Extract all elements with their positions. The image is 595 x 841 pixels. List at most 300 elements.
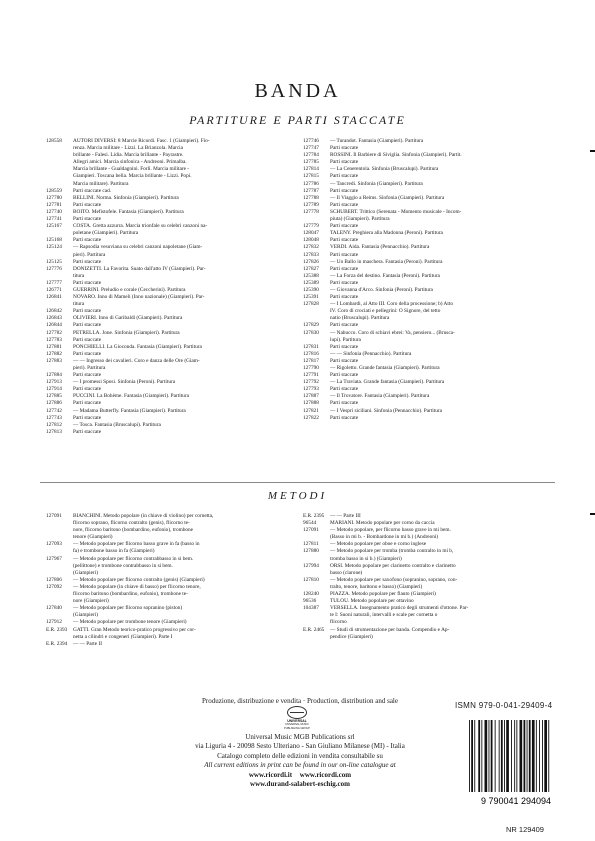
catalog-text: Parti staccate — [330, 223, 359, 230]
catalog-text: — Metodo popolare (in chiave di basso) per flicorno tenore, — [73, 583, 201, 590]
catalog-note-it: Catalogo completo delle edizioni in vendita consultabile su — [217, 751, 383, 760]
catalog-text: ROSSINI. Il Barbiere di Siviglia. Sinfonia (Giampieri). Partit. — [330, 152, 462, 159]
catalog-number: 127741 — [46, 216, 62, 223]
catalog-entry — [303, 202, 558, 209]
catalog-number: 127791 — [303, 372, 319, 379]
universal-logo — [282, 706, 312, 730]
catalog-number: 125390 — [303, 286, 319, 293]
catalog-number: 127779 — [303, 223, 319, 230]
catalog-number — [303, 534, 330, 541]
catalog-text: — Metodo popolare per oboe e corno inglese — [330, 541, 427, 548]
catalog-entry — [303, 415, 558, 422]
catalog-entry — [303, 322, 558, 329]
catalog-number: 127831 — [303, 343, 319, 350]
catalog-entry — [303, 563, 558, 570]
catalog-text: BOITO. Mefistofele. Fantasia (Giampieri). Partitura — [73, 208, 184, 215]
catalog-entry — [46, 138, 286, 145]
catalog-number: 128047 — [303, 230, 319, 237]
catalog-number: 127828 — [303, 301, 319, 308]
catalog-number: 127811 — [303, 541, 319, 548]
catalog-number: 127886 — [46, 400, 62, 407]
catalog-text: Parti staccate — [330, 386, 359, 393]
catalog-number — [303, 570, 330, 577]
catalog-text: Marcia brillante - Gualdagnini. Forlì. Marcia militare - — [73, 166, 190, 173]
catalog-number — [46, 365, 73, 372]
catalog-text: Parti staccate — [330, 187, 359, 194]
catalog-number: 127815 — [303, 173, 319, 180]
catalog-number: 125388 — [303, 272, 319, 279]
catalog-entry — [303, 166, 558, 173]
catalog-text: Parti staccate — [330, 237, 359, 244]
catalog-text: Parti staccate — [73, 372, 102, 379]
catalog-number: 127742 — [46, 407, 62, 414]
catalog-entry — [303, 619, 558, 626]
catalog-entry — [303, 627, 558, 634]
catalog-number: 127806 — [46, 576, 62, 583]
catalog-number — [46, 591, 73, 598]
catalog-text: (Giampieri) — [73, 569, 99, 576]
catalog-entry — [46, 577, 286, 584]
catalog-text: VERDI. Aida. Fantasia (Pennacchio). Partitura — [330, 244, 430, 251]
catalog-number: 127913 — [46, 379, 62, 386]
catalog-text: — Il Viaggio a Reims. Sinfonia (Giampieri). Partitura — [330, 194, 445, 201]
catalog-entry — [46, 627, 286, 634]
catalog-entry — [46, 330, 286, 337]
catalog-entry — [46, 294, 286, 301]
catalog-number: 127788 — [303, 194, 319, 201]
catalog-number — [46, 527, 73, 534]
catalog-nr: NR 129409 — [506, 825, 544, 834]
catalog-number — [46, 301, 73, 308]
catalog-entry — [46, 393, 286, 400]
catalog-number: 127781 — [46, 201, 62, 208]
catalog-entry — [46, 230, 286, 237]
catalog-entry — [46, 570, 286, 577]
catalog-number: 127776 — [46, 265, 62, 272]
catalog-number: 127793 — [303, 386, 319, 393]
catalog-text: (Giampieri) — [73, 612, 99, 619]
catalog-number — [46, 534, 73, 541]
catalog-text: lupi). Partitura — [330, 336, 361, 343]
catalog-text: SCHUBERT. Trittico (Serenata - Momento musicale - Incom- — [330, 208, 462, 215]
catalog-number: 127829 — [303, 322, 319, 329]
catalog-number — [46, 612, 73, 619]
catalog-entry — [46, 188, 286, 195]
catalog-entry — [46, 400, 286, 407]
catalog-text: IV. Coro di crociati e pellegrini: O Signore, del tetto — [330, 308, 441, 315]
catalog-number: 127777 — [46, 279, 62, 286]
catalog-text: flicorno soprano, flicorno contralto (genis), flicorno te- — [73, 520, 190, 527]
catalog-number — [46, 598, 73, 605]
catalog-text: GATTI. Gran Metodo teorico-pratico progressivo per cor- — [73, 626, 196, 633]
catalog-entry — [46, 315, 286, 322]
catalog-text: Parti staccate — [73, 386, 102, 393]
catalog-text: PONCHIELLI. La Gioconda. Fantasia (Giampieri). Partitura — [73, 343, 202, 350]
catalog-entry — [46, 351, 286, 358]
catalog-text: — Rigoletto. Grande fantasia (Giampieri). Partitura — [330, 365, 440, 371]
catalog-text: — Studi di strumentazione per banda. Compendio e Ap- — [330, 626, 450, 633]
catalog-text: AUTORI DIVERSI: 8 Marcie Ricordi. Fasc. 1 (Giampieri). Fio- — [73, 138, 210, 144]
catalog-text: — Metodo popolare per tromba (tromba contralto in mi b, — [330, 548, 454, 555]
catalog-entry — [303, 188, 558, 195]
catalog-text: Parti staccate — [330, 201, 359, 208]
catalog-text: GUERRINI. Preludio e corale (Ceccherini). Partitura — [73, 286, 186, 293]
catalog-entry — [46, 584, 286, 591]
catalog-text: titura — [73, 272, 85, 279]
catalog-entry — [303, 393, 558, 400]
catalog-entry — [46, 252, 286, 259]
catalog-number: 127091 — [46, 513, 62, 519]
catalog-number: 127912 — [46, 619, 62, 626]
catalog-number: E.R. 2395 — [303, 513, 325, 519]
catalog-entry — [303, 209, 558, 216]
catalog-number: 127784 — [303, 152, 319, 159]
catalog-number — [46, 570, 73, 577]
catalog-text: Parti staccate — [73, 414, 102, 421]
catalog-number: 127743 — [46, 414, 62, 421]
catalog-entry — [46, 259, 286, 266]
catalog-text: VERSELLA. Insegnamento pratico degli strumenti d'ottone. Par- — [330, 605, 469, 612]
catalog-number: 126842 — [46, 308, 62, 315]
catalog-entry — [46, 429, 286, 436]
metodi-heading: METODI — [267, 490, 328, 502]
edge-tab-mark — [590, 513, 595, 515]
catalog-entry — [303, 181, 558, 188]
catalog-entry — [303, 598, 558, 605]
catalog-entry — [46, 266, 286, 273]
catalog-number: 128559 — [46, 187, 62, 194]
catalog-text: — La Cenerentola. Sinfonia (Bruscalupi). Partitura — [330, 166, 439, 173]
catalog-text: renza. Marcia militare - Lizzi. La Brianzola. Marcia — [73, 145, 183, 152]
catalog-number: 127747 — [303, 145, 319, 152]
catalog-number — [303, 634, 330, 641]
logo-sub: UNIVERSAL MUSIC PUBLISHING GROUP — [284, 723, 310, 730]
catalog-text: Parti staccate — [330, 159, 359, 166]
catalog-text: (Basso in mi b. - Bombardone in mi b.) (Andreoni) — [330, 534, 439, 541]
catalog-text: te I: Suoni naturali, intervalli e scale per cornetta o — [330, 612, 438, 619]
catalog-entry — [303, 408, 558, 415]
catalog-number — [303, 308, 330, 315]
catalog-entry — [303, 570, 558, 577]
barcode-digits: 9 790041 294094 — [480, 796, 552, 806]
catalog-text: netta a cilindri e congeneri (Giampieri). Parte I — [73, 633, 173, 640]
catalog-number: 128558 — [46, 138, 62, 144]
catalog-number — [303, 315, 330, 322]
catalog-text: basso (clarone) — [330, 569, 363, 576]
catalog-text: — Tosca. Fantasia (Bruscalupi). Partitura — [73, 421, 161, 428]
website-link-durand[interactable]: www.durand-salabert-eschig.com — [250, 780, 350, 788]
catalog-number: 127821 — [303, 407, 319, 414]
catalog-entry — [303, 315, 558, 322]
catalog-number: 127093 — [46, 541, 62, 548]
catalog-number: 127780 — [46, 194, 62, 201]
catalog-entry — [303, 216, 558, 223]
catalog-number: 125124 — [46, 244, 62, 251]
catalog-number — [46, 520, 73, 527]
catalog-number: 125167 — [46, 223, 62, 230]
catalog-number — [46, 230, 73, 237]
catalog-text: — — Sinfonia (Pennacchio). Partitura — [330, 350, 412, 357]
catalog-entry — [46, 173, 286, 180]
catalog-entry — [303, 534, 558, 541]
catalog-entry — [303, 513, 558, 520]
catalog-text: PETRELLA. Jone. Sinfonia (Giampieri). Partitura — [73, 329, 180, 336]
catalog-text: Parti staccate — [330, 414, 359, 421]
catalog-number: 127813 — [46, 428, 62, 435]
catalog-number: 125125 — [46, 258, 62, 265]
catalog-entry — [303, 344, 558, 351]
catalog-number: 127782 — [46, 329, 62, 336]
catalog-text: (pellittone) e trombone contrabbasso in si bem. — [73, 562, 173, 569]
catalog-text: Parti staccate — [73, 428, 102, 435]
catalog-text: flicorno — [330, 619, 347, 626]
catalog-entry — [46, 181, 286, 188]
production-line: Produzione, distribuzione e vendita · Production, distribution and sale — [202, 697, 398, 705]
catalog-number: 126844 — [46, 322, 62, 329]
catalog-number: 127830 — [303, 329, 319, 336]
catalog-number — [303, 619, 330, 626]
catalog-number — [46, 634, 73, 641]
catalog-entry — [303, 400, 558, 407]
catalog-text: — Metodo popolare per trombone tenore (Giampieri) — [73, 619, 187, 626]
catalog-number: 104387 — [303, 605, 319, 612]
catalog-text: titura — [73, 301, 85, 308]
catalog-text: BELLINI. Norma. Sinfonia (Giampieri). Partitura — [73, 194, 179, 201]
catalog-text: — Nabucco. Coro di schiavi ebrei: Va, pensiero... (Brusca- — [330, 329, 455, 336]
catalog-number: E.R. 2465 — [303, 626, 325, 633]
company-name: Universal Music MGB Publications srl — [245, 732, 355, 741]
catalog-number: 127814 — [303, 166, 319, 173]
catalog-number — [46, 548, 73, 555]
catalog-text: — Metodo popolare per saxofono (sopranino, soprano, con- — [330, 576, 458, 583]
catalog-text: COSTA. Gretta azzurra. Marcia trionfale su celebri canzoni na- — [73, 223, 208, 230]
catalog-entry — [303, 591, 558, 598]
catalog-text: — Metodo popolare per flicorno contrabbasso in si bem. — [73, 555, 194, 562]
catalog-entry — [303, 556, 558, 563]
catalog-text: — I Lombardi, al Atto III. Coro della processione; b) Atto — [330, 301, 453, 308]
catalog-text: Parti staccate — [73, 201, 102, 208]
catalog-text: — I Vespri siciliani. Sinfonia (Pennacchio). Partitura — [330, 407, 442, 414]
catalog-number — [46, 145, 73, 152]
catalog-entry — [303, 138, 558, 145]
catalog-number: 127882 — [46, 350, 62, 357]
catalog-number: 125168 — [46, 237, 62, 244]
catalog-entry — [46, 619, 286, 626]
catalog-entry — [46, 209, 286, 216]
catalog-entry — [303, 280, 558, 287]
catalog-entry — [303, 195, 558, 202]
catalog-text: poletane (Giampieri). Partitura — [73, 230, 139, 237]
catalog-number — [46, 273, 73, 280]
catalog-entry — [303, 358, 558, 365]
catalog-text: Parti staccate — [73, 336, 102, 343]
catalog-text: Parti staccate — [330, 173, 359, 180]
catalog-number: 125391 — [303, 294, 319, 301]
banda-left-column — [46, 138, 286, 436]
catalog-entry — [303, 351, 558, 358]
catalog-text: Parti staccate — [330, 294, 359, 301]
catalog-number — [303, 612, 330, 619]
catalog-number: 127994 — [303, 562, 319, 569]
catalog-number: 127778 — [303, 208, 319, 215]
catalog-entry — [303, 330, 558, 337]
catalog-entry — [46, 159, 286, 166]
catalog-number: 127746 — [303, 138, 319, 144]
catalog-entry — [46, 548, 286, 555]
catalog-number: 125389 — [303, 279, 319, 286]
catalog-entry — [303, 605, 558, 612]
catalog-number: 127884 — [46, 372, 62, 379]
catalog-number — [46, 173, 73, 180]
catalog-text: fa) e trombone basso in fa (Giampieri) — [73, 548, 155, 555]
catalog-entry — [46, 280, 286, 287]
section-divider — [40, 482, 555, 483]
catalog-number: 127833 — [303, 251, 319, 258]
company-address: via Liguria 4 - 20098 Sesto Ulteriano - San Giuliano Milanese (MI) - Italia — [195, 742, 405, 750]
catalog-text: — Metodo popolare per flicorno contralto (genis) (Giampieri) — [73, 576, 205, 583]
catalog-number: 127810 — [303, 576, 319, 583]
catalog-entry — [46, 365, 286, 372]
catalog-text: tralto, tenore, baritono e basso) (Giampieri) — [330, 583, 423, 590]
catalog-entry — [303, 379, 558, 386]
metodi-right-column — [303, 513, 558, 641]
catalog-text: tenore (Giampieri) — [73, 534, 113, 541]
catalog-text: — Giovanna d'Arco. Sinfonia (Peroni). Partitura — [330, 286, 433, 293]
catalog-number: 126843 — [46, 315, 62, 322]
catalog-entry — [46, 244, 286, 251]
catalog-entry — [46, 556, 286, 563]
catalog-text: Parti staccate cad. — [73, 187, 112, 194]
catalog-entry — [303, 634, 558, 641]
catalog-text: PIAZZA. Metodo popolare per flauto (Giampieri) — [330, 591, 436, 598]
catalog-text: NOVARO. Inno di Mameli (Inno nazionale) (Giampieri). Par- — [73, 294, 205, 301]
catalog-text: TULOU. Metodo popolare per ottavino — [330, 598, 414, 605]
catalog-text: Parti staccate — [73, 258, 102, 265]
catalog-number: 96544 — [303, 520, 317, 527]
catalog-text: DONIZETTI. La Favorita. Suato dall'atto IV (Giampieri). Par- — [73, 265, 206, 272]
catalog-text: — Un Ballo in maschera. Fantasia (Peroni). Partitura — [330, 258, 443, 265]
catalog-entry — [46, 563, 286, 570]
catalog-number — [303, 216, 330, 223]
catalog-entry — [303, 287, 558, 294]
catalog-number: 127792 — [303, 379, 319, 386]
page-subtitle: PARTITURE E PARTI STACCATE — [189, 113, 406, 127]
metodi-left-column — [46, 513, 286, 648]
catalog-text: Parti staccate — [73, 322, 102, 329]
page-title: BANDA — [254, 80, 341, 102]
catalog-entry — [46, 379, 286, 386]
catalog-entry — [46, 337, 286, 344]
catalog-entry — [46, 287, 286, 294]
catalog-entry — [46, 408, 286, 415]
catalog-number: 127822 — [303, 414, 319, 421]
catalog-text: — La Traviata. Grande fantasia (Giampieri). Partitura — [330, 379, 445, 386]
catalog-text: Parti staccate — [330, 251, 359, 258]
catalog-entry — [46, 641, 286, 648]
catalog-text: Parti staccate — [330, 322, 359, 329]
catalog-text: flicorno baritono (bombardino, eufonio), trombone te- — [73, 591, 188, 598]
barcode — [463, 716, 569, 806]
catalog-number: 127786 — [303, 180, 319, 187]
website-link-ricordi-it[interactable]: www.ricordi.it — [248, 770, 293, 779]
catalog-entry — [303, 301, 558, 308]
catalog-number: 127789 — [303, 201, 319, 208]
catalog-entry — [46, 422, 286, 429]
catalog-entry — [46, 145, 286, 152]
website-link-ricordi-com[interactable]: www.ricordi.com — [299, 770, 352, 779]
catalog-text: OLIVIERI. Inno di Garibaldi (Giampieri). Partitura — [73, 315, 183, 322]
catalog-text: — La Forza del destino. Fantasia (Peroni). Partitura — [330, 272, 440, 279]
catalog-text: — — Ingresso dei cavalieri. Coro e danza delle Ore (Giam- — [73, 357, 200, 364]
catalog-text: MARIANI. Metodo popolare per corno da caccia — [330, 520, 435, 527]
catalog-text: — Metodo popolare per flicorno sopranino (piston) — [73, 605, 183, 612]
catalog-entry — [303, 273, 558, 280]
catalog-text: Parti staccate — [73, 237, 102, 244]
catalog-entry — [46, 344, 286, 351]
catalog-number: 128048 — [303, 237, 319, 244]
catalog-text: tromba basso in si b.) (Giampieri) — [330, 555, 402, 562]
catalog-text: ORSI. Metodo popolare per clarinetto contralto e clarinetto — [330, 562, 456, 569]
catalog-text: pieri). Partitura — [73, 251, 106, 258]
catalog-text: TALENY. Preghiera alla Madonna (Peroni). Partitura — [330, 230, 443, 237]
catalog-entry — [46, 322, 286, 329]
catalog-entry — [303, 337, 558, 344]
catalog-entry — [46, 273, 286, 280]
catalog-note-en: All current editions in print can be found in our on-line catalogue at — [204, 761, 396, 769]
universal-globe-icon — [287, 706, 307, 719]
catalog-text: Parti staccate — [73, 400, 102, 407]
catalog-entry — [46, 634, 286, 641]
logo-label: UNIVERSAL — [287, 719, 307, 723]
catalog-text: Allegri amici. Marcia sinfonica - Andreoni. Primalba. — [73, 159, 187, 166]
catalog-number: 127783 — [46, 336, 62, 343]
catalog-text: — Rapsodia vesuviana su celebri canzoni napoletane (Giam- — [73, 244, 203, 251]
catalog-text: piuta) (Giampieri). Partitura — [330, 216, 390, 223]
catalog-text: brillante - Falesi. Lidia. Marcia brillante - Payrastre. — [73, 152, 184, 159]
catalog-number: 127740 — [46, 208, 62, 215]
catalog-number: 127817 — [303, 357, 319, 364]
catalog-entry — [303, 266, 558, 273]
catalog-text: — Metodo popolare per flicorno basso grave in fa (basso in — [73, 541, 200, 548]
catalog-text: PUCCINI. La Bohème. Fantasia (Giampieri). Partitura — [73, 393, 189, 400]
catalog-number: 127092 — [46, 583, 62, 590]
catalog-number — [46, 159, 73, 166]
edge-tab-mark — [590, 150, 595, 152]
catalog-number: 126841 — [46, 294, 62, 301]
catalog-number: 127914 — [46, 386, 62, 393]
catalog-number: 127091 — [303, 527, 319, 534]
catalog-text: Parti staccate — [73, 308, 102, 315]
catalog-text: Parti staccate — [330, 372, 359, 379]
catalog-text: — Turandot. Fantasia (Giampieri). Partitura — [330, 138, 424, 144]
catalog-text: — Metodo popolare, per flicorno basso grave in mi bem. — [330, 527, 451, 534]
catalog-entry — [303, 230, 558, 237]
catalog-entry — [46, 166, 286, 173]
catalog-entry — [303, 584, 558, 591]
catalog-text: — — Parte III — [330, 513, 361, 519]
catalog-entry — [303, 365, 558, 372]
catalog-number: 127888 — [303, 400, 319, 407]
catalog-text: Parti staccate — [330, 279, 359, 286]
catalog-number: 127790 — [303, 365, 319, 371]
catalog-number: 127812 — [46, 421, 62, 428]
catalog-number — [46, 181, 73, 188]
catalog-entry — [303, 259, 558, 266]
catalog-number: 127967 — [46, 555, 62, 562]
banda-right-column — [303, 138, 558, 422]
catalog-text: pendice (Giampieri) — [330, 633, 373, 640]
catalog-text: Parti staccate — [330, 357, 359, 364]
